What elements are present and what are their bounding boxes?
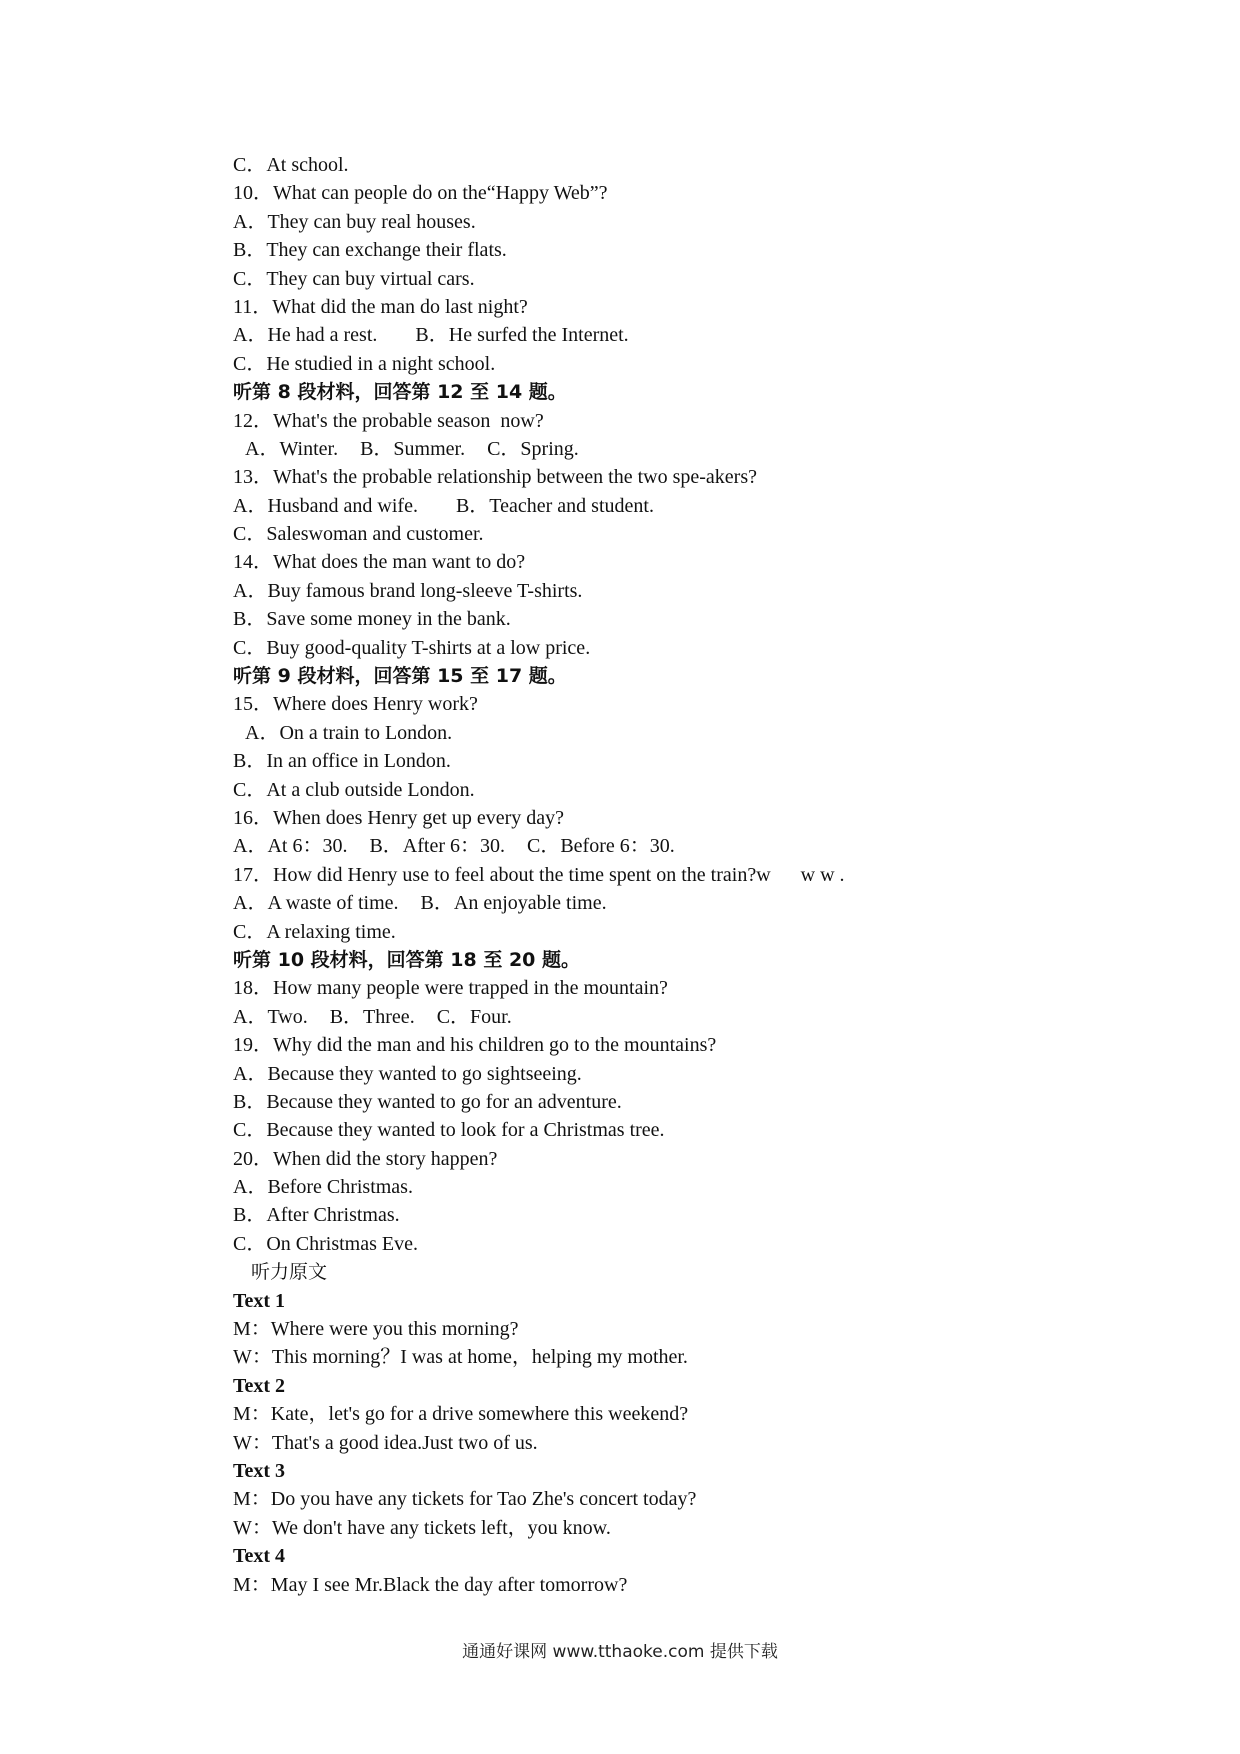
option-12b: B．Summer. (360, 437, 466, 460)
option-14a: A．Buy famous brand long-sleeve T-shirts. (233, 579, 583, 602)
question-11: 11．What did the man do last night? (233, 295, 528, 318)
text-1-line-m: M：Where were you this morning? (233, 1318, 519, 1341)
text-2-line-m: M：Kate，let's go for a drive somewhere this weekend? (233, 1403, 689, 1426)
options-16 (233, 832, 1033, 860)
text-3-line-w: W：We don't have any tickets left，you know. (233, 1516, 611, 1539)
option-19c: C．Because they wanted to look for a Christmas tree. (233, 1119, 665, 1142)
question-13: 13．What's the probable relationship between the two spe-akers? (233, 466, 757, 489)
options-17ab (233, 889, 1033, 917)
options-13ab (233, 492, 1033, 520)
option-15b: B．In an office in London. (233, 750, 451, 773)
question-20: 20．When did the story happen? (233, 1147, 498, 1170)
options-18 (233, 1003, 1033, 1031)
options-11ab (233, 321, 1033, 349)
option-19a: A．Because they wanted to go sightseeing. (233, 1062, 582, 1085)
option-10c: C．They can buy virtual cars. (233, 267, 475, 290)
option-15a: A．On a train to London. (245, 721, 453, 744)
option-14c: C．Buy good-quality T-shirts at a low price. (233, 636, 591, 659)
option-18c: C．Four. (436, 1005, 512, 1028)
question-17: 17．How did Henry use to feel about the time spent on the train?w w w . (233, 863, 845, 886)
section-heading-9: 听第 9 段材料，回答第 15 至 17 题。 (233, 665, 567, 688)
question-10: 10．What can people do on the“Happy Web”? (233, 182, 608, 205)
text-2-heading: Text 2 (233, 1374, 286, 1397)
text-2-line-w: W：That's a good idea.Just two of us. (233, 1431, 538, 1454)
text-3-heading: Text 3 (233, 1459, 286, 1482)
question-15: 15．Where does Henry work? (233, 693, 478, 716)
option-20c: C．On Christmas Eve. (233, 1232, 418, 1255)
option-18a: A．Two. (233, 1005, 308, 1028)
option-18b: B．Three. (329, 1005, 415, 1028)
option-13b: B．Teacher and student. (455, 494, 654, 517)
option-11b: B．He surfed the Internet. (415, 324, 629, 347)
option-13c: C．Saleswoman and customer. (233, 523, 484, 546)
options-12 (233, 435, 1033, 463)
text-1-heading: Text 1 (233, 1289, 286, 1312)
option-12a: A．Winter. (245, 437, 339, 460)
option-10a: A．They can buy real houses. (233, 210, 476, 233)
option-20a: A．Before Christmas. (233, 1176, 413, 1199)
section-heading-10: 听第 10 段材料，回答第 18 至 20 题。 (233, 948, 581, 971)
question-12: 12．What's the probable season now? (233, 409, 544, 432)
option-16b: B．After 6：30. (369, 835, 505, 858)
text-4-line-m: M：May I see Mr.Black the day after tomorrow? (233, 1573, 628, 1596)
option-17b: B．An enjoyable time. (420, 892, 607, 915)
transcript-heading: 听力原文 (251, 1261, 328, 1284)
option-15c: C．At a club outside London. (233, 778, 475, 801)
option-17c: C．A relaxing time. (233, 920, 396, 943)
text-3-line-m: M：Do you have any tickets for Tao Zhe's concert today? (233, 1488, 697, 1511)
option-20b: B．After Christmas. (233, 1204, 400, 1227)
question-16: 16．When does Henry get up every day? (233, 806, 564, 829)
option-12c: C．Spring. (487, 437, 579, 460)
option-16a: A．At 6：30. (233, 835, 348, 858)
document-body (233, 151, 1033, 1599)
option-19b: B．Because they wanted to go for an adventure. (233, 1090, 622, 1113)
option-11a: A．He had a rest. (233, 324, 378, 347)
text-4-heading: Text 4 (233, 1545, 286, 1568)
option-10b: B．They can exchange their flats. (233, 239, 507, 262)
question-18: 18．How many people were trapped in the mountain? (233, 977, 668, 1000)
question-19: 19．Why did the man and his children go to the mountains? (233, 1034, 717, 1057)
question-14: 14．What does the man want to do? (233, 551, 526, 574)
page-footer: 通通好课网 www.tthaoke.com 提供下载 (462, 1642, 778, 1662)
option-16c: C．Before 6：30. (527, 835, 675, 858)
option-17a: A．A waste of time. (233, 892, 399, 915)
option-14b: B．Save some money in the bank. (233, 608, 511, 631)
text-1-line-w: W：This morning？I was at home，helping my mother. (233, 1346, 688, 1369)
option-13a: A．Husband and wife. (233, 494, 418, 517)
section-heading-8: 听第 8 段材料，回答第 12 至 14 题。 (233, 381, 567, 404)
option-9c: C．At school. (233, 154, 349, 176)
option-11c: C．He studied in a night school. (233, 352, 496, 375)
